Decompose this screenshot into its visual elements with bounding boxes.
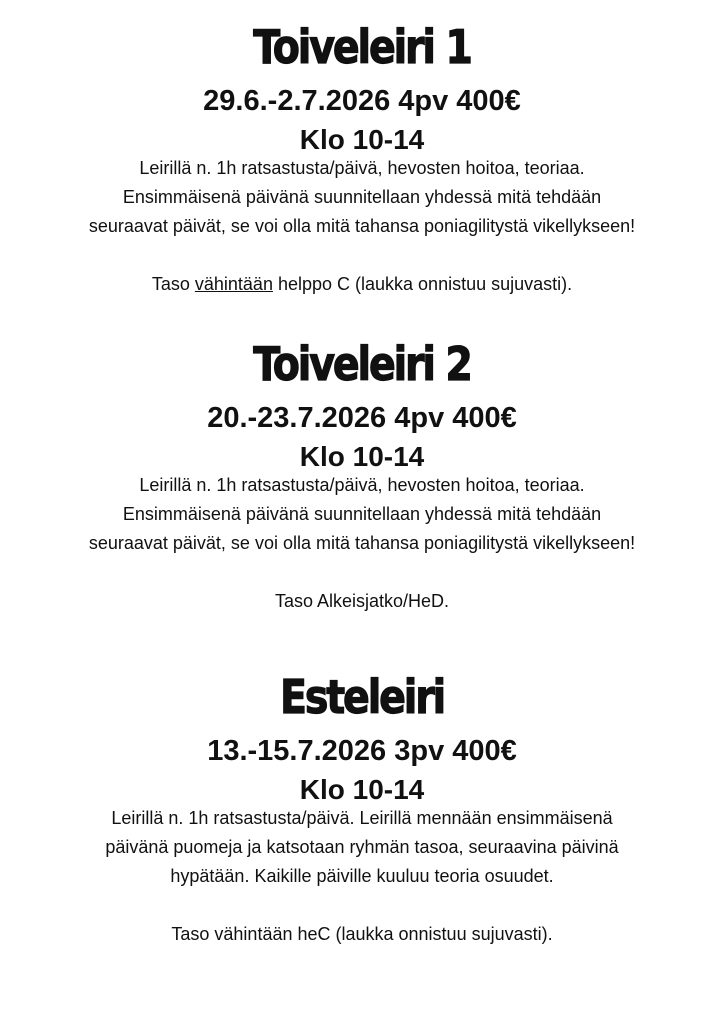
level-prefix: Taso: [151, 274, 195, 294]
camp-dates: 29.6.-2.7.2026 4pv 400€: [203, 85, 521, 117]
camp-title: Toiveleiri 1: [253, 20, 471, 74]
camp-section-2: [0, 337, 724, 616]
camp-description: Leirillä n. 1h ratsastusta/päivä, hevosten hoitoa, teoriaa. Ensimmäisenä päivänä suunnitellaan yhdessä mitä tehdään seuraavat päivät, se voi olla mitä tahansa poniagilitystä vikellykseen!: [88, 475, 636, 553]
level-suffix: helppo C (laukka onnistuu sujuvasti).: [272, 274, 573, 294]
camp-title: Toiveleiri 2: [253, 337, 471, 391]
camp-section-3: [0, 670, 724, 949]
level-underlined: vähintään: [194, 274, 273, 294]
camp-time: Klo 10-14: [299, 441, 425, 472]
camp-title: Esteleiri: [280, 670, 444, 724]
camp-description: Leirillä n. 1h ratsastusta/päivä, hevosten hoitoa, teoriaa. Ensimmäisenä päivänä suunnitellaan yhdessä mitä tehdään seuraavat päivät, se voi olla mitä tahansa poniagilitystä vikellykseen!: [88, 158, 636, 236]
camp-level: Taso Alkeisjatko/HeD.: [274, 591, 450, 611]
camp-level: Taso vähintään heC (laukka onnistuu sujuvasti).: [171, 924, 553, 944]
camp-time: Klo 10-14: [299, 774, 425, 805]
camp-time: Klo 10-14: [299, 124, 425, 155]
camp-dates: 20.-23.7.2026 4pv 400€: [207, 402, 517, 434]
camp-section-1: [0, 20, 724, 299]
camp-description: Leirillä n. 1h ratsastusta/päivä. Leirillä mennään ensimmäisenä päivänä puomeja ja katsotaan ryhmän tasoa, seuraavina päivinä hypätään. Kaikille päiville kuuluu teoria osuudet.: [105, 808, 619, 886]
camp-level: [0, 270, 724, 299]
camp-dates: 13.-15.7.2026 3pv 400€: [207, 735, 517, 767]
